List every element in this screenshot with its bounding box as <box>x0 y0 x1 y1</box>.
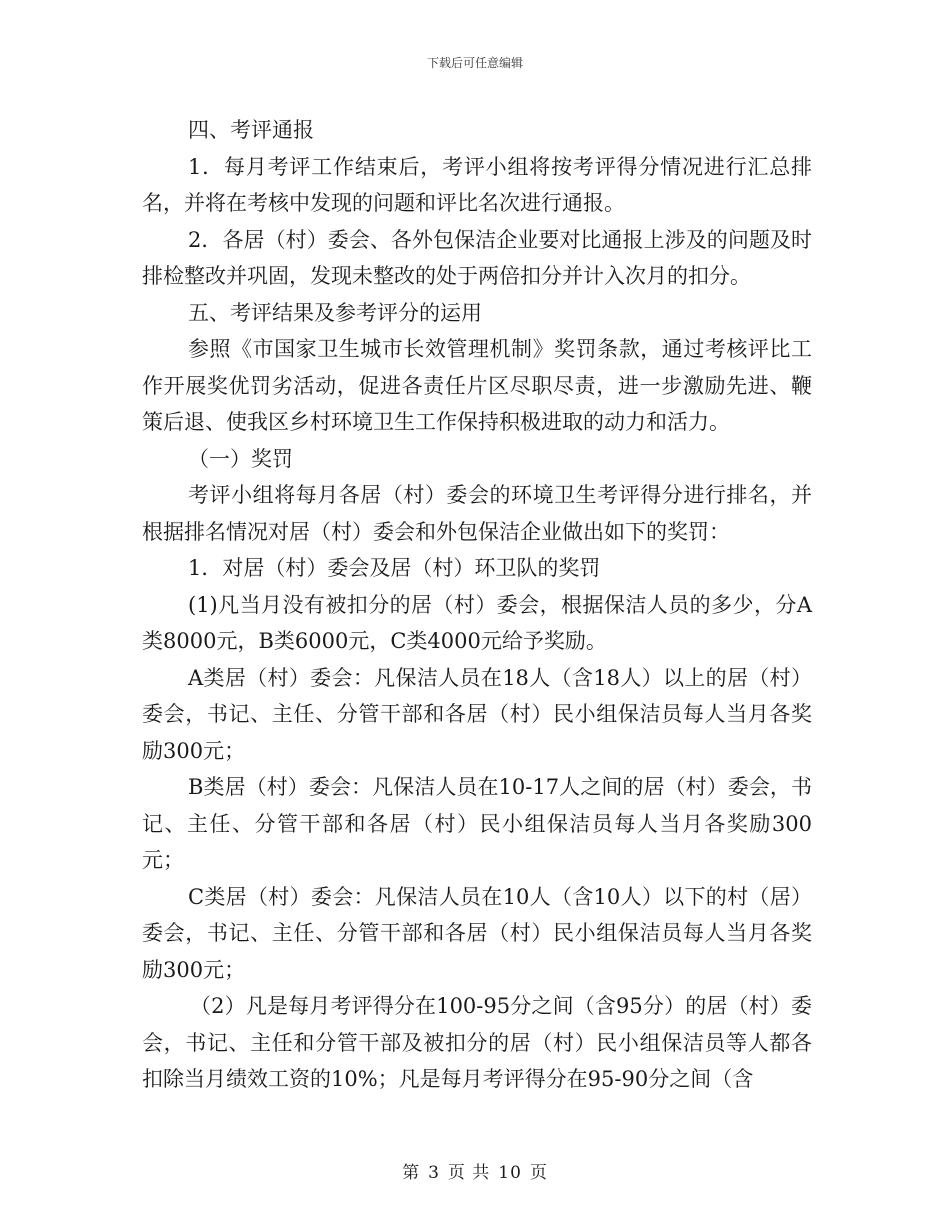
paragraph: 2．各居（村）委会、各外包保洁企业要对比通报上涉及的问题及时排检整改并巩固，发现未整改的处于两倍扣分并计入次月的扣分。 <box>142 227 812 288</box>
paragraph: 参照《市国家卫生城市长效管理机制》奖罚条款，通过考核评比工作开展奖优罚劣活动，促进各责任片区尽职尽责，进一步激励先进、鞭策后退、使我区乡村环境卫生工作保持积极进取的动力和活力。 <box>142 337 812 434</box>
footer-mid: 页 共 <box>447 1163 491 1183</box>
paragraph: 1．对居（村）委会及居（村）环卫队的奖罚 <box>188 556 601 580</box>
footer-prefix: 第 <box>402 1163 421 1183</box>
subsection-heading: （一）奖罚 <box>188 446 293 471</box>
paragraph: 1．每月考评工作结束后，考评小组将按考评得分情况进行汇总排名，并将在考核中发现的问题和评比名次进行通报。 <box>142 154 812 215</box>
footer-suffix: 页 <box>529 1163 548 1183</box>
footer-total-pages: 10 <box>498 1163 522 1183</box>
paragraph: 考评小组将每月各居（村）委会的环境卫生考评得分进行排名，并根据排名情况对居（村）委会和外包保洁企业做出如下的奖罚： <box>142 483 812 544</box>
paragraph: C类居（村）委会：凡保洁人员在10人（含10人）以下的村（居）委会，书记、主任、分管干部和各居（村）民小组保洁员每人当月各奖励300元； <box>142 884 812 982</box>
paragraph: B类居（村）委会：凡保洁人员在10-17人之间的居（村）委会，书记、主任、分管干部和各居（村）民小组保洁员每人当月各奖励300元； <box>142 775 812 872</box>
page-footer <box>0 1158 950 1183</box>
paragraph: A类居（村）委会：凡保洁人员在18人（含18人）以上的居（村）委会，书记、主任、分管干部和各居（村）民小组保洁员每人当月各奖励300元； <box>142 665 812 763</box>
page-header: 下载后可任意编辑 <box>426 56 523 70</box>
paragraph: （2）凡是每月考评得分在100-95分之间（含95分）的居（村）委会，书记、主任和分管干部及被扣分的居（村）民小组保洁员等人都各扣除当月绩效工资的10%；凡是每月考评得分在95-90分之间（含 <box>142 994 812 1091</box>
section-heading-4: 四、考评通报 <box>188 118 314 142</box>
paragraph: (1)凡当月没有被扣分的居（村）委会，根据保洁人员的多少，分A类8000元，B类6000元，C类4000元给予奖励。 <box>142 592 812 653</box>
document-body <box>142 112 812 1098</box>
footer-page-number: 3 <box>428 1163 440 1183</box>
section-heading-5: 五、考评结果及参考评分的运用 <box>188 300 482 325</box>
